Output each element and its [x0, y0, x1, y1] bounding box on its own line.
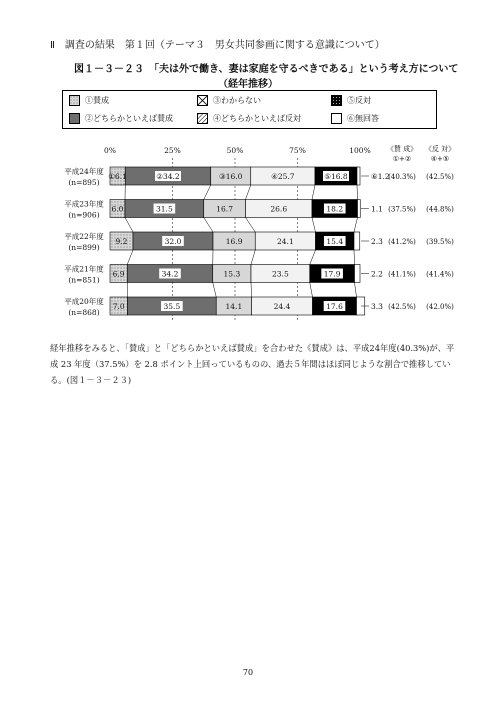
connector-line — [312, 185, 315, 200]
x-tick-label: 25% — [164, 146, 181, 155]
data-label: ④25.7 — [271, 171, 295, 181]
section-header: Ⅱ 調査の結果 第１回（テーマ３ 男女共同参画に関する意識について） — [50, 40, 385, 51]
summary-agree-value: (42.5%) — [388, 302, 416, 311]
legend-label: ⑥無回答 — [347, 114, 379, 123]
connector-line — [246, 218, 256, 233]
summary-oppose-value: (42.5%) — [426, 172, 454, 181]
connector-line — [354, 250, 355, 265]
summary-agree-value: (41.1%) — [388, 270, 416, 279]
x-tick-label: 100% — [349, 146, 371, 155]
x-tick-label: 75% — [289, 146, 306, 155]
summary-oppose-value: (44.8%) — [426, 205, 454, 214]
data-label-no-answer: 2.2 — [371, 269, 383, 279]
summary-agree-value: (41.2%) — [388, 237, 416, 246]
summary-oppose-value: (41.4%) — [426, 270, 454, 279]
legend-label: ④どちらかといえば反対 — [213, 114, 301, 123]
data-label: 24.1 — [277, 236, 294, 246]
data-label: 6.0 — [111, 204, 124, 214]
data-label: ③16.0 — [219, 171, 243, 181]
x-tick-label: 0% — [104, 146, 116, 155]
data-label: 9.2 — [115, 236, 128, 246]
category-n-label: (n=895) — [68, 178, 100, 187]
data-label: 14.1 — [225, 301, 243, 311]
data-label: 35.5 — [163, 301, 181, 311]
data-label: 18.2 — [326, 204, 344, 214]
connector-line — [354, 218, 358, 233]
category-label: 平成20年度 — [64, 297, 104, 306]
category-n-label: (n=899) — [68, 243, 100, 252]
seg-no-answer — [357, 167, 360, 185]
category-label: 平成22年度 — [64, 232, 104, 241]
data-label-no-answer: 3.3 — [371, 301, 383, 311]
connector-line — [125, 218, 133, 233]
data-label: ②34.2 — [156, 171, 180, 181]
legend-label: ①賛成 — [85, 96, 109, 105]
data-label: 16.7 — [216, 204, 233, 214]
data-label: 16.9 — [225, 236, 243, 246]
summary-agree-sub: ①+② — [392, 155, 412, 163]
summary-agree-header: 《賛 成》 — [386, 145, 418, 153]
category-label: 平成24年度 — [64, 167, 104, 176]
connector-line — [213, 283, 217, 298]
category-n-label: (n=868) — [68, 308, 100, 317]
data-label: 24.4 — [273, 301, 291, 311]
connector-line — [251, 250, 255, 265]
data-label: 15.4 — [326, 236, 344, 246]
data-label: 26.6 — [270, 204, 288, 214]
x-tick-label: 50% — [226, 146, 244, 155]
data-label: ①6.1 — [108, 171, 127, 181]
connector-line — [355, 283, 357, 298]
data-label: 23.5 — [272, 269, 289, 279]
summary-agree-value: (37.5%) — [388, 205, 416, 214]
legend-label: ⑤反対 — [347, 96, 371, 105]
connector-line — [251, 283, 252, 298]
data-label: 17.9 — [323, 269, 341, 279]
connector-line — [310, 283, 313, 298]
page-number: 70 — [242, 668, 254, 677]
legend-label: ③わからない — [213, 96, 261, 105]
connector-line — [310, 250, 316, 265]
data-label: ⑤16.8 — [324, 171, 348, 181]
data-label: 34.2 — [161, 269, 179, 279]
seg-no-answer — [355, 265, 361, 283]
summary-agree-value: (40.3%) — [388, 172, 416, 181]
data-label: 7.0 — [112, 301, 125, 311]
connector-line — [204, 185, 211, 200]
category-label: 平成21年度 — [64, 264, 104, 274]
data-label: 15.3 — [223, 269, 241, 279]
data-label: 31.5 — [156, 204, 173, 214]
seg-no-answer — [358, 200, 361, 218]
data-label-no-answer: 1.1 — [371, 204, 383, 214]
summary-oppose-value: (42.0%) — [426, 302, 454, 311]
data-label-no-answer: 2.3 — [371, 236, 383, 246]
summary-oppose-header: 《反 対》 — [424, 145, 456, 153]
summary-oppose-value: (39.5%) — [426, 237, 454, 246]
seg-no-answer — [354, 232, 360, 250]
category-n-label: (n=851) — [68, 275, 100, 285]
figure-subtitle: （経年推移） — [218, 79, 278, 90]
connector-line — [357, 185, 358, 200]
data-label: 6.9 — [112, 269, 125, 279]
connector-line — [127, 250, 133, 265]
summary-oppose-sub: ④+⑤ — [430, 155, 450, 163]
data-label: 32.0 — [164, 236, 182, 246]
data-label-no-answer: ⑥1.2 — [371, 171, 390, 181]
legend-label: ②どちらかといえば賛成 — [85, 114, 173, 123]
data-label: 17.6 — [326, 301, 343, 311]
connector-line — [246, 185, 251, 200]
body-paragraph: 経年推移をみると、「賛成」と「どちらかといえば賛成」を合わせた《賛成》は、平成24年度(40.3%)が、平成 23 年度（37.5%）を 2.8 ポイント上回っているものの、過去５年間はほぼ同じような割合で推移している。(図１－３－２３) — [50, 343, 455, 385]
connector-line — [312, 218, 316, 233]
category-label: 平成23年度 — [64, 199, 104, 209]
category-n-label: (n=906) — [68, 210, 100, 220]
figure-title: 図１－３－２３ 「夫は外で働き、妻は家庭を守るべきである」という考え方について — [74, 64, 459, 75]
connector-line — [204, 218, 213, 233]
